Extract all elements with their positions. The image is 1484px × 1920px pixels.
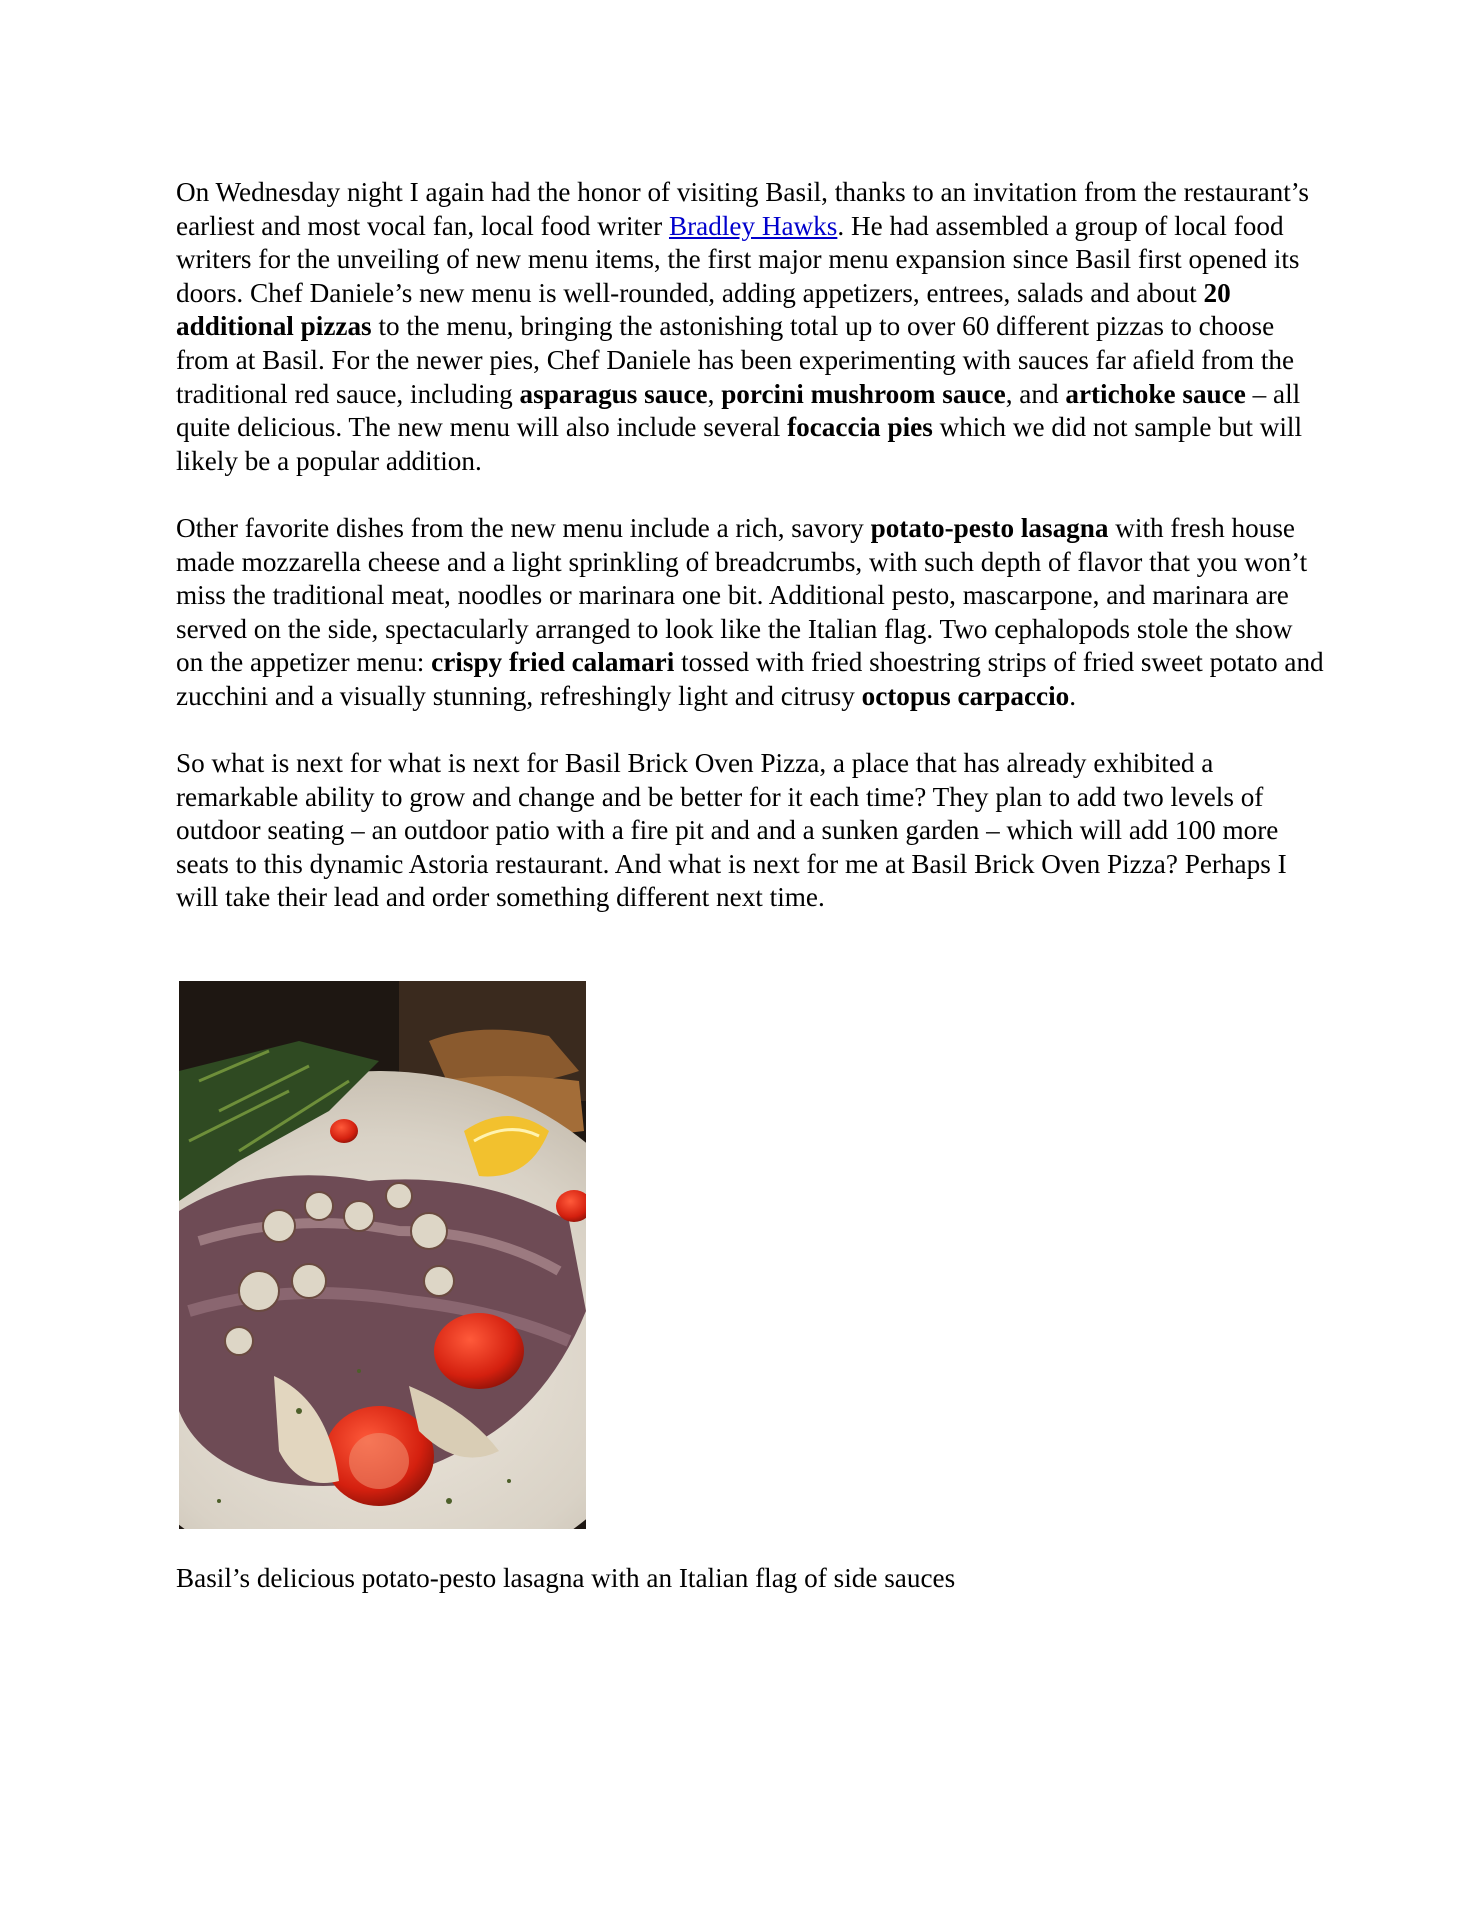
paragraph-1-text-3: to the menu, bringing the astonishing total up to over 60 different pizzas to choose from at Basil. For the newer pies, Chef Daniele has been experimenting with sauces far afield from the traditional red sauce, including [176,311,1295,409]
article-body [176,176,1326,949]
octopus-carpaccio-photo [179,981,586,1529]
bradley-hawks-link[interactable]: Bradley Hawks [668,210,838,241]
bold-octopus-carpaccio: octopus carpaccio [861,680,1070,711]
paragraph-1 [176,176,1326,478]
bold-additional-pizzas: 20 additional pizzas [176,277,1231,342]
paragraph-2-text-3: tossed with fried shoestring strips of fried sweet potato and zucchini and a visually stunning, refreshingly light and citrusy [176,647,1324,711]
bold-focaccia-pies: focaccia pies [787,412,933,443]
bold-artichoke-sauce: artichoke sauce [1065,378,1246,409]
food-photo-illustration [179,981,586,1529]
bold-asparagus-sauce: asparagus sauce [519,378,708,409]
paragraph-3: So what is next for what is next for Basil Brick Oven Pizza, a place that has already exhibited a remarkable ability to grow and change and be better for it each time? They plan to add two levels of outdoor seating – an outdoor patio with a fire pit and and a sunken garden – which will add 100 more seats to this dynamic Astoria restaurant. And what is next for me at Basil Brick Oven Pizza? Perhaps I will take their lead and order something different next time. [176,748,1287,913]
paragraph-2-text-2: with fresh house made mozzarella cheese and a light sprinkling of breadcrumbs, with such depth of flavor that you won’t miss the traditional meat, noodles or marinara one bit. Additional pesto, mascarpone, and marinara are served on the side, spectacularly arranged to look like the Italian flag. Two cephalopods stole the show on the appetizer menu: [176,512,1308,678]
paragraph-2-text-1: Other favorite dishes from the new menu include a rich, savory [176,512,871,543]
paragraph-1-text-4: , [707,378,722,409]
paragraph-1-text-2: . He had assembled a group of local food writers for the unveiling of new menu items, the first major menu expansion since Basil first opened its doors. Chef Daniele’s new menu is well-rounded, adding appetizers, entrees, salads and about [176,210,1300,308]
paragraph-2 [176,512,1326,714]
paragraph-1-text-7: which we did not sample but will likely be a popular addition. [176,412,1303,476]
paragraph-2-text-4: . [1069,680,1077,711]
paragraph-1-text-5: , and [1005,378,1066,409]
paragraph-1-text-1: On Wednesday night I again had the honor of visiting Basil, thanks to an invitation from the restaurant’s earliest and most vocal fan, local food writer [176,177,1309,241]
bold-potato-pesto-lasagna: potato-pesto lasagna [870,512,1109,543]
photo-caption: Basil’s delicious potato-pesto lasagna with an Italian flag of side sauces [176,1563,956,1593]
bold-porcini-sauce: porcini mushroom sauce [721,378,1006,409]
paragraph-1-text-6: – all quite delicious. The new menu will also include several [176,378,1301,443]
bold-crispy-fried-calamari: crispy fried calamari [431,647,675,678]
